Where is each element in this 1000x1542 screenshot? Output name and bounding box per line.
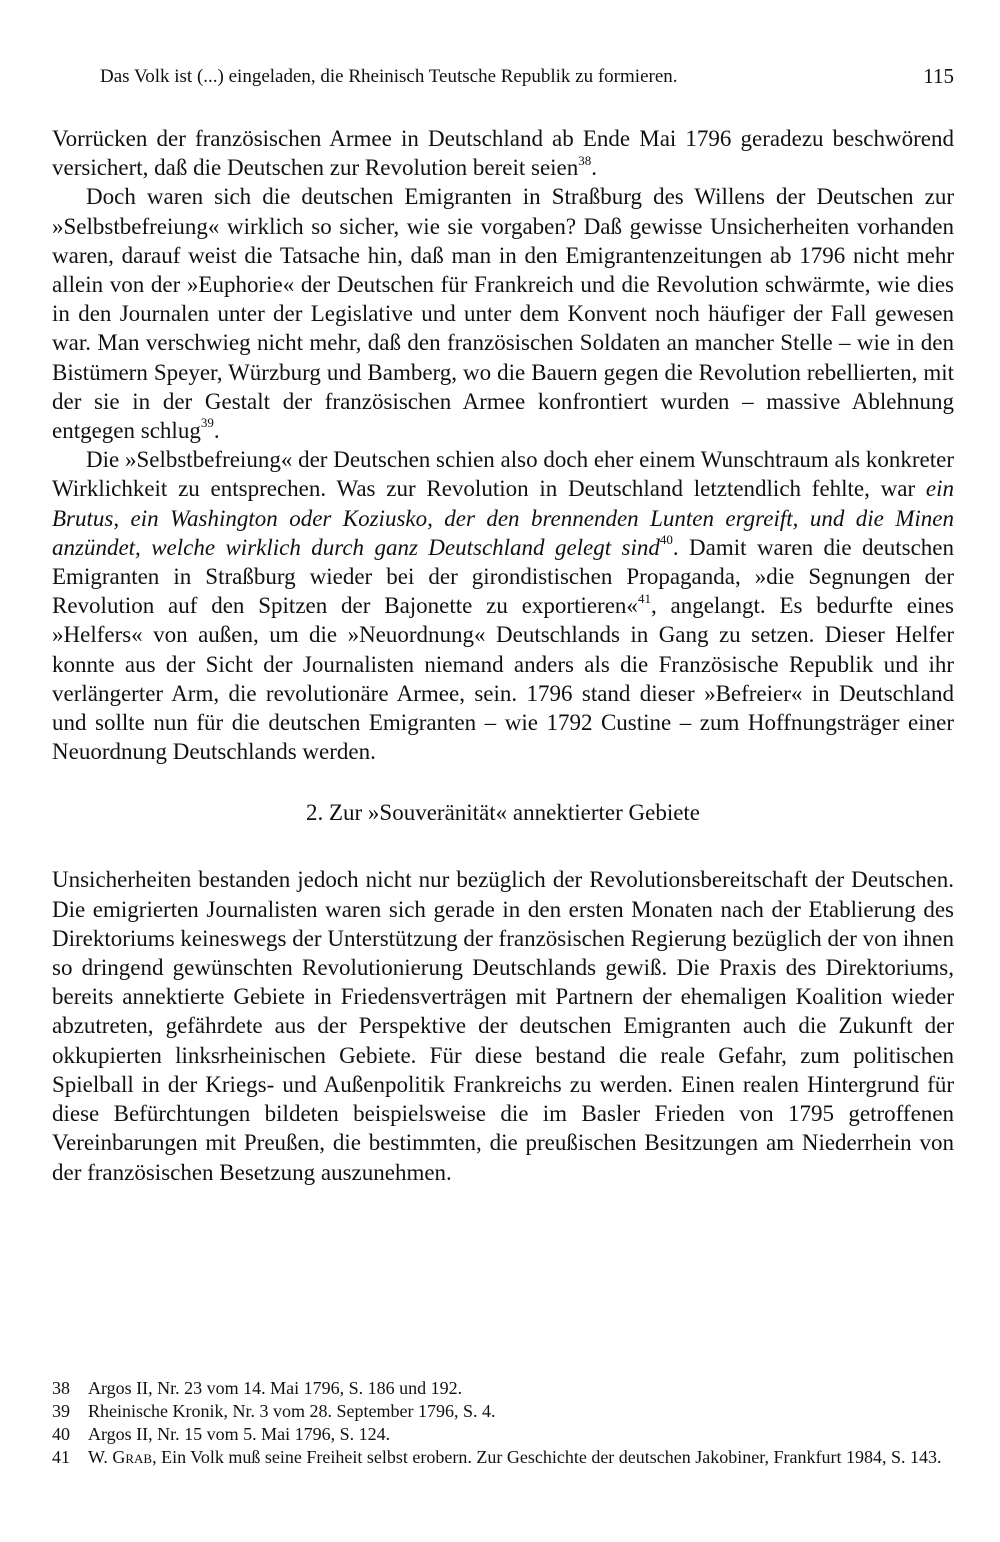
paragraph-text: . Damit waren die deutschen Emigranten in Straßburg wieder bei der girondistischen Propaganda, »die Segnungen der Revolution auf den Spitzen der Bajonette zu exportieren« [52,534,954,619]
paragraph-end: . [591,155,598,181]
paragraph-4 [52,865,954,1186]
footnote-41 [52,1446,954,1469]
footnote-39 [52,1400,954,1423]
footnote-number: 40 [52,1424,70,1444]
footnote-author: W. Grab [88,1447,153,1467]
footnote-text: , Ein Volk muß seine Freiheit selbst erobern. Zur Geschichte der deutschen Jakobiner, Frankfurt 1984, S. 143. [152,1447,942,1467]
paragraph-3 [52,445,954,766]
footnote-ref-38[interactable]: 38 [578,152,592,168]
page-number: 115 [923,64,954,88]
footnote-38 [52,1377,954,1400]
paragraph-text: Die »Selbstbefreiung« der Deutschen schien also doch eher einem Wunschtraum als konkreter Wirklichkeit zu entsprechen. Was zur Revolution in Deutschland letztendlich fehlte, war [52,447,954,502]
paragraph-1 [52,124,954,182]
paragraph-text: Unsicherheiten bestanden jedoch nicht nur bezüglich der Revolutionsbereitschaft der Deutschen. Die emigrierten Journalisten waren sich gerade in den ersten Monaten nach der Etablierung des Direktoriums keineswegs der Unterstützung der französischen Regierung bezüglich der von ihnen so dringend gewünschten Revolutionierung Deutschlands gewiß. Die Praxis des Direktoriums, bereits annektierte Gebiete in Friedensverträgen mit Partnern der ehemaligen Koalition wieder abzutreten, gefährdete aus der Perspektive der deutschen Emigranten auch die Zukunft der okkupierten linksrheinischen Gebiete. Für diese bestand die reale Gefahr, zum politischen Spielball in der Kriegs- und Außenpolitik Frankreichs zu werden. Einen realen Hintergrund für diese Befürchtungen bildeten beispielsweise die im Basler Frieden von 1795 getroffenen Vereinbarungen mit Preußen, die bestimmten, die preußischen Besitzungen am Niederrhein von der französischen Besetzung auszunehmen. [52,867,954,1185]
footnote-ref-40[interactable]: 40 [659,532,673,548]
running-head [52,64,954,98]
footnotes [52,1377,954,1469]
footnote-ref-39[interactable]: 39 [200,415,214,431]
paragraph-end: . [213,418,220,444]
paragraph-2 [52,182,954,445]
footnote-text: Argos II, Nr. 15 vom 5. Mai 1796, S. 124. [88,1424,391,1444]
footnote-number: 41 [52,1447,70,1467]
footnote-ref-41[interactable]: 41 [637,590,651,606]
running-title: Das Volk ist (...) eingeladen, die Rheinisch Teutsche Republik zu formieren. [100,66,678,87]
paragraph-text: , angelangt. Es bedurfte eines »Helfers« von außen, um die »Neuordnung« Deutschlands in Gang zu setzen. Dieser Helfer konnte aus der Sicht der Journalisten niemand anders als die Französische Republik und ihr verlängerter Arm, die revolutionäre Armee, sein. 1796 stand dieser »Befreier« in Deutschland und sollte nun für die deutschen Emigranten – wie 1792 Custine – zum Hoffnungsträger einer Neuordnung Deutschlands werden. [52,593,954,765]
body-text [52,124,954,1187]
footnote-40 [52,1423,954,1446]
footnote-text: Argos II, Nr. 23 vom 14. Mai 1796, S. 186 und 192. [88,1378,463,1398]
footnote-number: 39 [52,1401,70,1421]
page [52,0,954,1542]
footnote-number: 38 [52,1378,70,1398]
italic-quote: ein Brutus, ein Washington oder Koziusko, der den brennenden Lunten ergreift, und die Minen anzündet, welche wirklich durch ganz Deutschland gelegt sind [52,476,954,560]
footnote-text: Rheinische Kronik, Nr. 3 vom 28. September 1796, S. 4. [88,1401,496,1421]
paragraph-text: Doch waren sich die deutschen Emigranten in Straßburg des Willens der Deutschen zur »Selbstbefreiung« wirklich so sicher, wie sie vorgaben? Daß gewisse Unsicherheiten vorhanden waren, darauf weist die Tatsache hin, daß man in den Emigrantenzeitungen ab 1796 nicht mehr allein von der »Euphorie« der Deutschen für Frankreich und die Revolution schwärmte, wie dies in den Journalen unter der Legislative und unter dem Konvent noch häufiger der Fall gewesen war. Man verschwieg nicht mehr, daß den französischen Soldaten an mancher Stelle – wie in den Bistümern Speyer, Würzburg und Bamberg, wo die Bauern gegen die Revolution rebellierten, mit der sie in der Gestalt der französischen Armee konfrontiert wurden – massive Ablehnung entgegen schlug [52,184,954,444]
paragraph-text: Vorrücken der französischen Armee in Deutschland ab Ende Mai 1796 geradezu beschwörend versichert, daß die Deutschen zur Revolution bereit seien [52,126,954,181]
section-heading: 2. Zur »Souveränität« annektierter Gebiete [305,800,701,826]
